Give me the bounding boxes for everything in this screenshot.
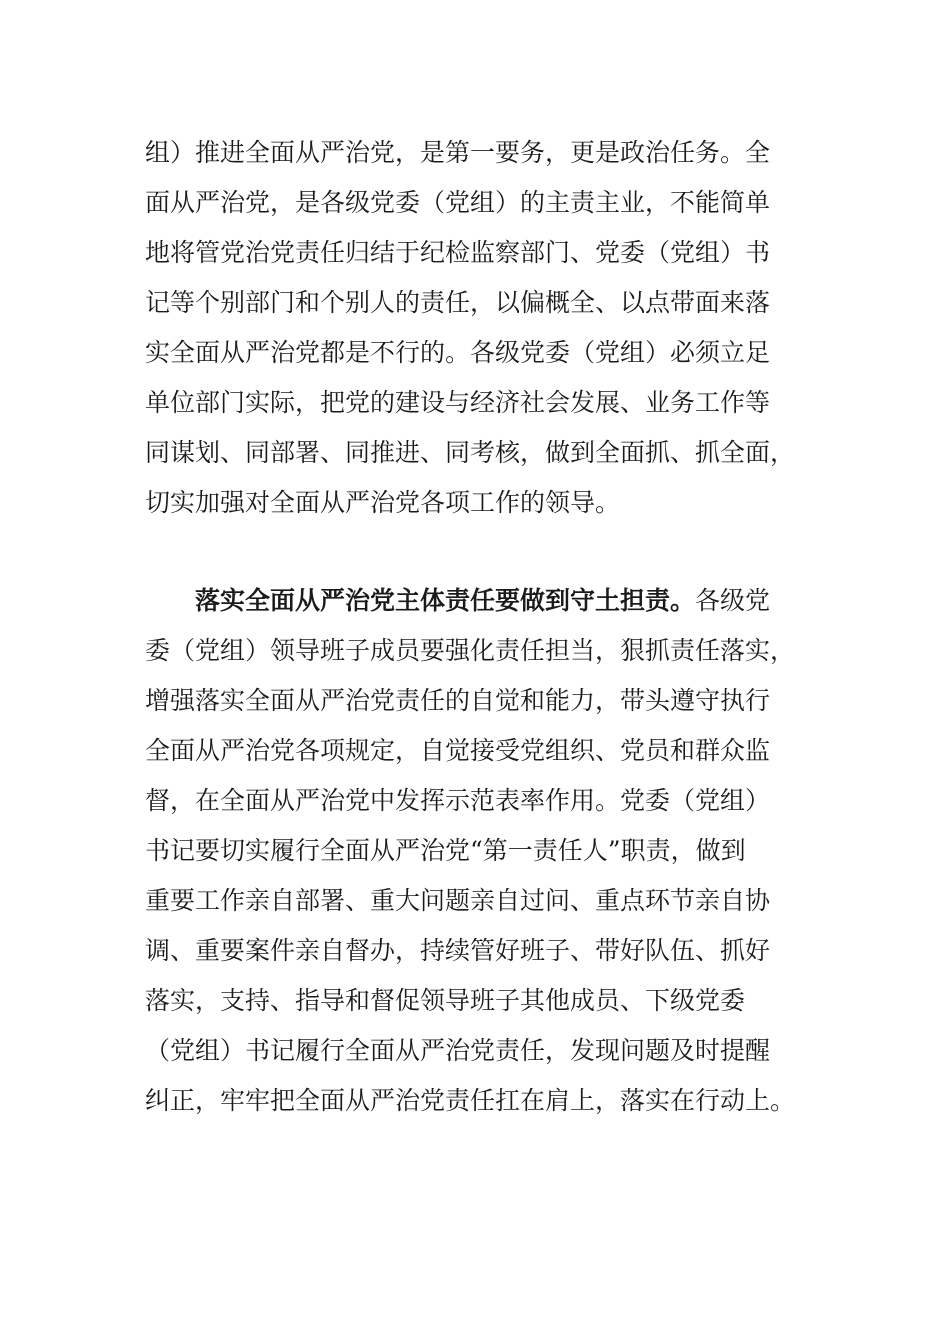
paragraph-2-lead-sentence: 落实全面从严治党主体责任要做到守土担责。 <box>195 586 696 615</box>
paragraph-2-line: 增强落实全面从严治党责任的自觉和能力，带头遵守执行 <box>145 686 771 715</box>
paragraph-2-line: 纠正，牢牢把全面从严治党责任扛在肩上，落实在行动上。 <box>145 1086 796 1115</box>
paragraph-2 <box>145 576 805 1126</box>
paragraph-2-line: 全面从严治党各项规定，自觉接受党组织、党员和群众监 <box>145 736 771 765</box>
paragraph-2-line: 委（党组）领导班子成员要强化责任担当，狠抓责任落实， <box>145 636 796 665</box>
paragraph-2-line: 重要工作亲自部署、重大问题亲自过问、重点环节亲自协 <box>145 886 771 915</box>
paragraph-2-first-line-rest: 各级党 <box>695 586 771 615</box>
paragraph-1 <box>145 128 805 528</box>
paragraph-1-line: 面从严治党，是各级党委（党组）的主责主业，不能简单 <box>145 188 771 217</box>
paragraph-1-line: 切实加强对全面从严治党各项工作的领导。 <box>145 488 621 517</box>
paragraph-2-line: （党组）书记履行全面从严治党责任，发现问题及时提醒 <box>145 1036 771 1065</box>
paragraph-1-line: 实全面从严治党都是不行的。各级党委（党组）必须立足 <box>145 338 771 367</box>
paragraph-1-line: 同谋划、同部署、同推进、同考核，做到全面抓、抓全面， <box>145 438 796 467</box>
paragraph-2-line: 落实，支持、指导和督促领导班子其他成员、下级党委 <box>145 986 746 1015</box>
paragraph-2-first-line <box>145 576 805 626</box>
paragraph-2-line: 督，在全面从严治党中发挥示范表率作用。党委（党组） <box>145 786 771 815</box>
paragraph-1-line: 组）推进全面从严治党，是第一要务，更是政治任务。全 <box>145 138 771 167</box>
paragraph-2-line: 调、重要案件亲自督办，持续管好班子、带好队伍、抓好 <box>145 936 771 965</box>
paragraph-1-line: 单位部门实际，把党的建设与经济社会发展、业务工作等 <box>145 388 771 417</box>
paragraph-2-line: 书记要切实履行全面从严治党“第一责任人”职责，做到 <box>145 836 746 865</box>
paragraph-1-line: 记等个别部门和个别人的责任，以偏概全、以点带面来落 <box>145 288 771 317</box>
paragraph-1-line: 地将管党治党责任归结于纪检监察部门、党委（党组）书 <box>145 238 771 267</box>
